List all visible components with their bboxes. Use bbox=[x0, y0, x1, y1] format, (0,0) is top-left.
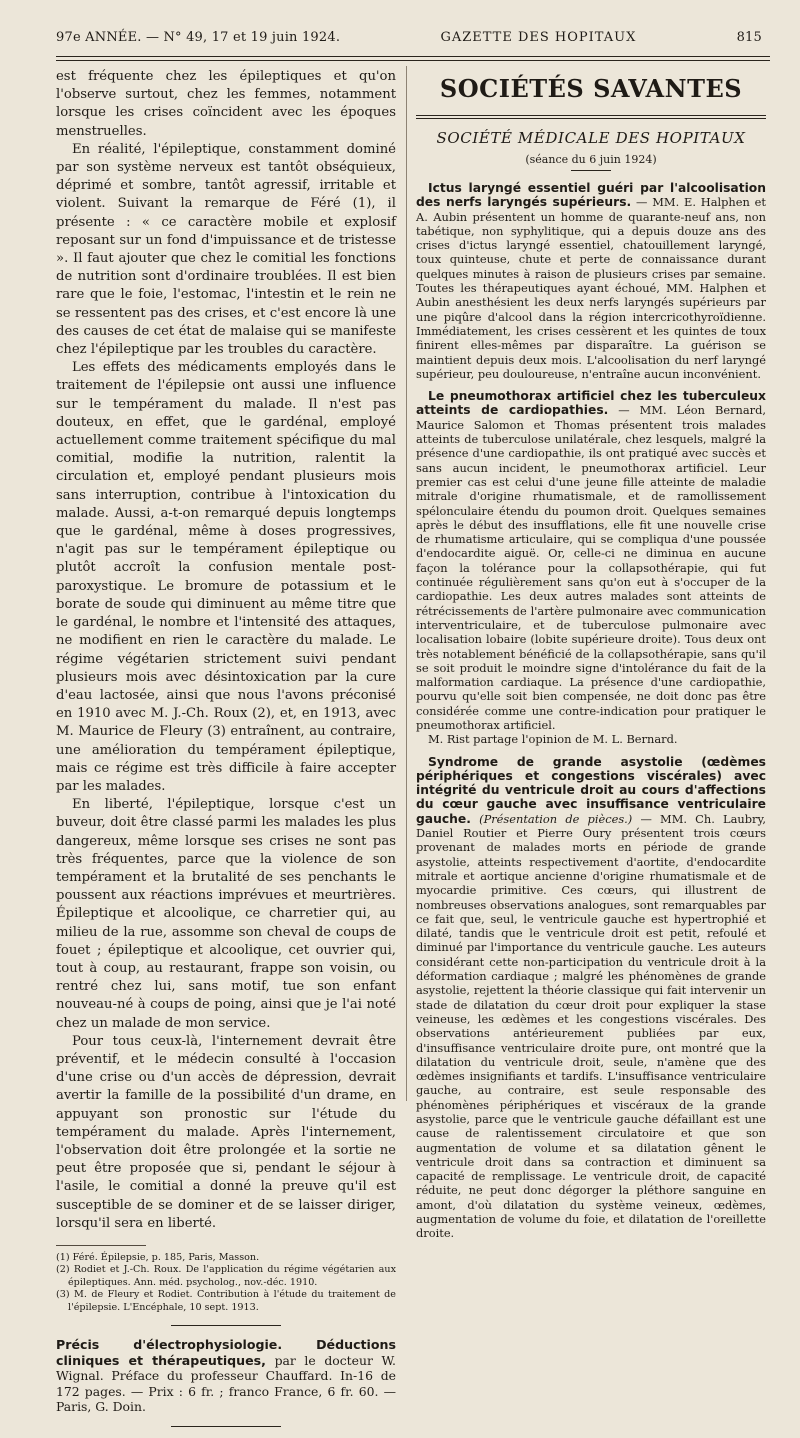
short-rule bbox=[571, 170, 611, 171]
running-header bbox=[56, 30, 762, 52]
article bbox=[416, 755, 766, 1241]
footnote: (1) Féré. Épilepsie, p. 185, Paris, Masson. bbox=[56, 1252, 260, 1263]
body-paragraph: Pour tous ceux-là, l'internement devrait être préventif, et le médecin consulté à l'occasion d'une crise ou d'un accès de dépression, devrait avertir la famille de la possibilité d'un drame, en appuyant son pronostic sur l'étude du tempérament du malade. Après l'internement, l'observation doit être prolongée et la sortie ne peut être proposée que si, pendant le séjour à l'asile, le comitial a donné la preuve qu'il est susceptible de se dominer et de se laisser diriger, lorsqu'il sera en liberté. bbox=[56, 1033, 396, 1231]
ornament-divider-bottom bbox=[56, 1421, 396, 1432]
article-note: (Présentation de pièces.) bbox=[479, 811, 633, 826]
article bbox=[416, 181, 766, 381]
footnote: (2) Rodiet et J.-Ch. Roux. De l'application du régime végétarien aux épileptiques. Ann. méd. psycholog., nov.-déc. 1910. bbox=[56, 1264, 396, 1288]
header-journal-title: GAZETTE DES HOPITAUX bbox=[440, 30, 637, 45]
header-page-number: 815 bbox=[736, 30, 762, 45]
body-paragraph: Les effets des médicaments employés dans le traitement de l'épilepsie ont aussi une influence sur le tempérament du malade. Il n'est pas douteux, en effet, que le gardénal, employé actuellement comme traitement spécifique du mal comitial, modifie la nutrition, ralentit la circulation et, employé pendant plusieurs mois sans interruption, contribue à l'intoxication du malade. Aussi, a-t-on remarqué depuis longtemps que le gardénal, même à doses progressives, n'agit pas sur le tempérament épileptique ou plutôt accroît la confusion mentale post-paroxystique. Le bromure de potassium et le borate de soude qui diminuent au même titre que le gardénal, le nombre et l'intensité des attaques, ne modifient en rien le caractère du malade. Le régime végétarien strictement suivi pendant plusieurs mois avec désintoxication par la cure d'eau lactosée, ainsi que nous l'avons préconisé en 1910 avec M. J.-Ch. Roux (2), et, en 1913, avec M. Maurice de Fleury (3) entraînent, au contraire, une amélioration du tempérament épileptique, mais ce régime est très difficile à faire accepter par les malades. bbox=[56, 360, 396, 794]
article bbox=[416, 732, 766, 746]
article-body: — MM. E. Halphen et A. Aubin présentent un homme de quarante-neuf ans, non tabétique, non syphylitique, qui a depuis douze ans des crises d'ictus laryngé essentiel, chatouillement laryngé, toux quinteuse, chute et perte de connaissance durant quelques minutes à raison de plusieurs crises par semaine. Toutes les thérapeutiques ayant échoué, MM. Halphen et Aubin anesthésient les deux nerfs laryngés supérieurs par une piqûre d'alcool dans la région intercricothyroïdienne. Immédiatement, les crises cessèrent et les quintes de toux finirent elles-mêmes par disparaître. La guérison se maintient depuis deux mois. L'alcoolisation du nerf laryngé supérieur, peu douloureuse, n'entraîne aucun inconvénient. bbox=[416, 195, 766, 381]
header-rule-thin bbox=[56, 60, 770, 61]
ornament-divider bbox=[56, 1320, 396, 1331]
right-column bbox=[416, 68, 766, 1241]
footnote: (3) M. de Fleury et Rodiet. Contribution à l'étude du traitement de l'épilepsie. L'Encéphale, 10 sept. 1913. bbox=[56, 1289, 396, 1313]
section-title: SOCIÉTÉS SAVANTES bbox=[439, 74, 743, 103]
section-rule-thin bbox=[416, 118, 766, 119]
footnote-rule bbox=[56, 1245, 146, 1246]
society-title: SOCIÉTÉ MÉDICALE DES HOPITAUX bbox=[436, 129, 746, 147]
book-title: Précis d'électrophysiologie. Déductions cliniques et thérapeutiques, bbox=[56, 1337, 396, 1368]
session-date: (séance du 6 juin 1924) bbox=[525, 153, 657, 166]
article-body: M. Rist partage l'opinion de M. L. Bernard. bbox=[428, 732, 678, 747]
article bbox=[416, 389, 766, 732]
header-issue: 97e ANNÉE. — N° 49, 17 et 19 juin 1924. bbox=[56, 30, 341, 45]
book-details: par le docteur W. Wignal. Préface du professeur Chauffard. In-16 de 172 pages. — Prix : 6 fr. ; franco France, 6 fr. 60. — Paris, G. Doin. bbox=[56, 1352, 396, 1415]
body-paragraph: En réalité, l'épileptique, constamment dominé par son système nerveux est tantôt obséquieux, déprimé et sombre, tantôt agressif, irritable et violent. Suivant la remarque de Féré (1), il présente : « ce caractère mobile et explosif reposant sur un fond d'impuissance et de tristesse ». Il faut ajouter que chez le comitial les fonctions de nutrition sont d'ordinaire troublées. Il est bien rare que le foie, l'estomac, l'intestin et le rein ne se ressentent pas des crises, et c'est encore là une des causes de cet état de malaise qui se manifeste chez l'épileptique par les troubles du caractère. bbox=[56, 141, 396, 358]
section-rule bbox=[416, 115, 766, 116]
left-column bbox=[56, 68, 396, 1438]
article-title: Ictus laryngé essentiel guéri par l'alcoolisation des nerfs laryngés supérieurs. bbox=[416, 181, 766, 210]
article-title: Syndrome de grande asystolie (œdèmes périphériques et congestions viscérales) avec intégrité du ventricule droit au cours d'affections du cœur gauche avec insuffisance ventriculaire gauche. bbox=[416, 754, 766, 826]
article-body: — MM. Ch. Laubry, Daniel Routier et Pierre Oury présentent trois cœurs provenant de malades morts en période de grande asystolie, atteints respectivement d'aortite, d'endocardite mitrale et aortique ancienne d'origine rhumatismale et de myocardie primitive. Ces cœurs, qui illustrent de nombreuses observations analogues, sont remarquables par ce fait que, seul, le ventricule gauche est hypertrophié et dilaté, tandis que le ventricule droit est petit, refoulé et diminué par l'importance du ventricule gauche. Les auteurs considérant cette non-participation du ventricule droit à la déformation cardiaque ; malgré les phénomènes de grande asystolie, rejettent la théorie classique qui fait intervenir un stade de dilatation du cœur droit pour expliquer la stase veineuse, les œdèmes et les congestions viscérales. Des observations antérieurement publiées par eux, d'insuffisance ventriculaire droite pure, ont montré que la dilatation du ventricule droit, seule, n'amène que des œdèmes insignifiants et tardifs. L'insuffisance ventriculaire gauche, au contraire, est seule responsable des phénomènes périphériques et viscéraux de la grande asystolie, parce que le ventricule gauche défaillant est une cause de ralentissement circulatoire et que son augmentation de volume et sa dilatation gênent le ventricule droit dans sa contraction et diminuent sa capacité de remplissage. Le ventricule droit, de capacité réduite, ne peut donc dégorger la pléthore sanguine en amont, d'où dilatation du système veineux, œdèmes, augmentation de volume du foie, et dilatation de l'oreillette droite. bbox=[416, 811, 766, 1241]
book-notice bbox=[56, 1337, 396, 1415]
article-body: — MM. Léon Bernard, Maurice Salomon et Thomas présentent trois malades atteints de tuberculose unilatérale, chez lesquels, malgré la présence d'une cardiopathie, ils ont pratiqué avec succès et sans aucun incident, le pneumothorax artificiel. Leur premier cas est celui d'une jeune fille atteinte de maladie mitrale d'origine rhumatismale, et de ramollissement spélonculaire étendu du poumon droit. Quelques semaines après le début des insufflations, elle fit une nouvelle crise de rhumatisme articulaire, qui se compliqua d'une poussée d'endocardite aiguë. Or, celle-ci ne diminua en aucune façon la tolérance pour la collapsothérapie, qui fut continuée régulièrement sans qu'on eut à s'occuper de la cardiopathie. Les deux autres malades sont atteints de rétrécissements de l'artère pulmonaire avec communication interventriculaire, et de tuberculose pulmonaire avec localisation lobaire (lobite supérieure droite). Tous deux ont très notablement bénéficié de la collapsothérapie, sans qu'il se soit produit le moindre signe d'intolérance du fait de la malformation cardiaque. La présence d'une cardiopathie, pourvu qu'elle soit bien compensée, ne doit donc pas être considérée comme une contre-indication pour pratiquer le pneumothorax artificiel. bbox=[416, 403, 766, 732]
column-divider bbox=[406, 66, 407, 1101]
body-paragraph: En liberté, l'épileptique, lorsque c'est un buveur, doit être classé parmi les malades les plus dangereux, même lorsque ses crises ne sont pas très fréquentes, parce que la violence de son tempérament et la brutalité de ses penchants le poussent aux réactions imprévues et meurtrières. Épileptique et alcoolique, ce charretier qui, au milieu de la rue, assomme son cheval de coups de fouet ; épileptique et alcoolique, cet ouvrier qui, tout à coup, au restaurant, frappe son voisin, ou rentré chez lui, sans motif, tue son enfant nouveau-né à coups de poing, ainsi que je l'ai noté chez un malade de mon service. bbox=[56, 797, 396, 1031]
article-title: Le pneumothorax artificiel chez les tuberculeux atteints de cardiopathies. bbox=[416, 389, 766, 418]
body-paragraph: est fréquente chez les épileptiques et qu'on l'observe surtout, chez les femmes, notamment lorsque les crises coïncident avec les époques menstruelles. bbox=[56, 69, 396, 139]
header-rule bbox=[56, 56, 770, 57]
